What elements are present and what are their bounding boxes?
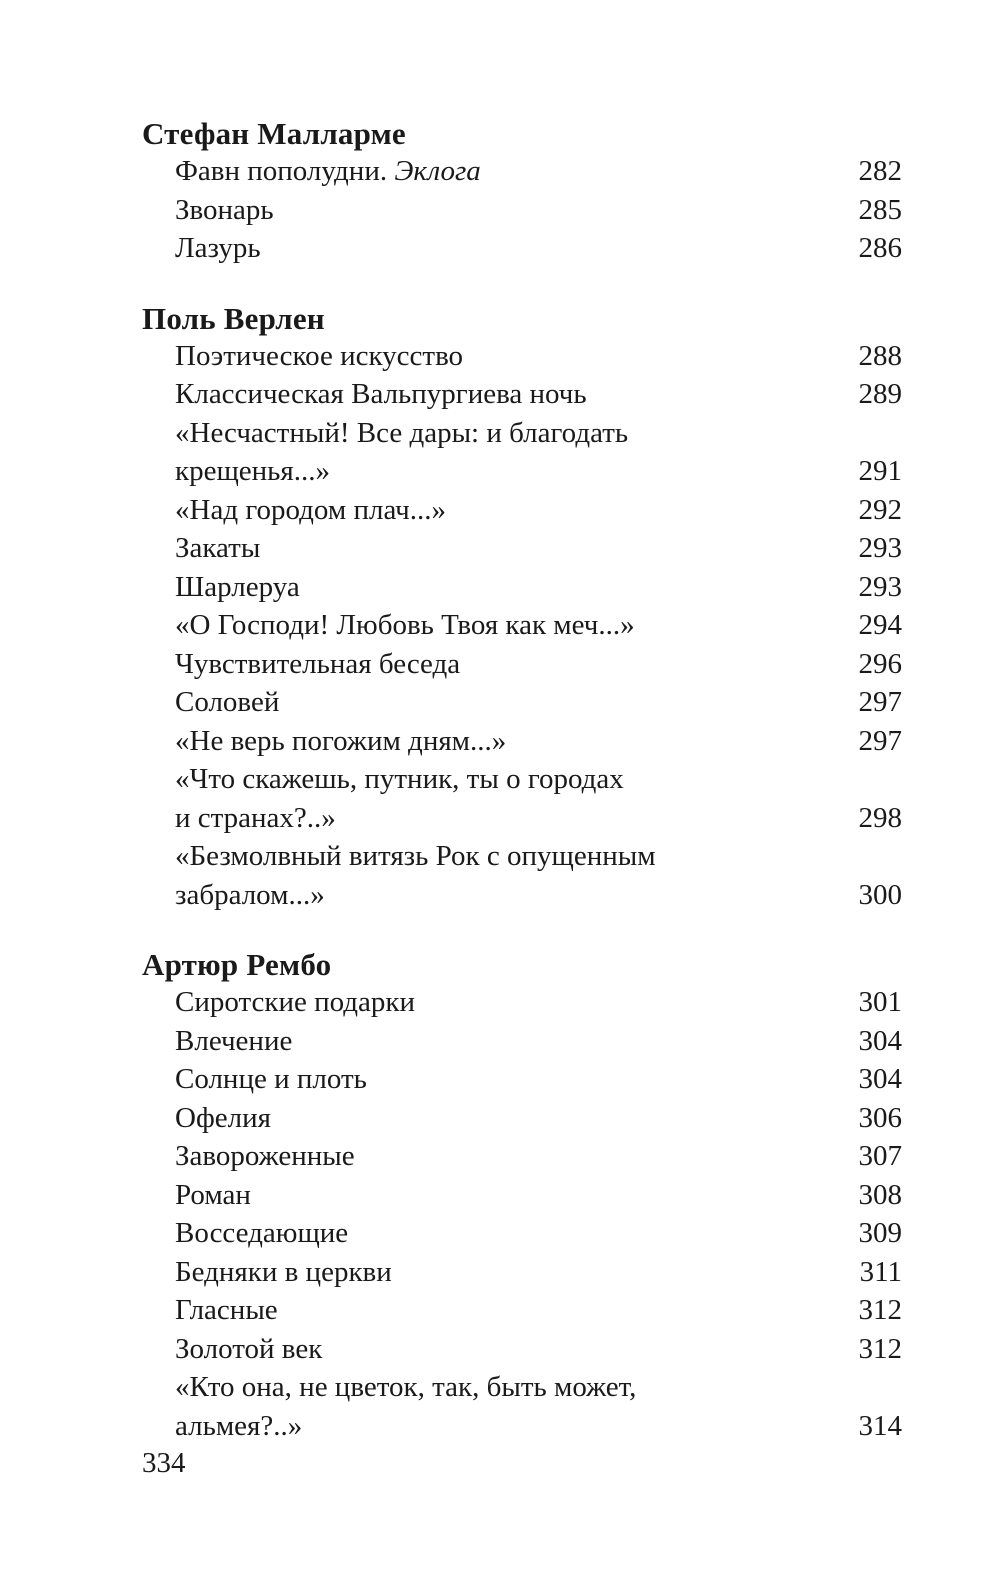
entry-page-number: 296 — [858, 647, 902, 680]
toc-entry — [142, 1099, 904, 1138]
entry-title — [175, 722, 824, 761]
entry-title-text: «Над городом плач...» — [175, 493, 446, 526]
entry-title-text: Бедняки в церкви — [175, 1255, 392, 1288]
author-heading: Артюр Рембо — [142, 947, 332, 982]
toc-entry — [142, 1368, 904, 1445]
entry-title — [175, 1060, 824, 1099]
entry-title — [175, 837, 824, 914]
entry-page-number: 292 — [858, 493, 902, 526]
entry-title-text: Шарлеруа — [175, 570, 300, 603]
toc-entry — [142, 683, 904, 722]
entry-page-number: 306 — [858, 1101, 902, 1134]
entry-title-text: Лазурь — [175, 232, 261, 264]
toc-entry — [142, 568, 904, 607]
entry-title — [175, 229, 824, 268]
entry-page-number: 294 — [858, 609, 902, 641]
entry-title — [175, 683, 824, 722]
toc-entry — [142, 1253, 904, 1292]
entry-title-text: «Не верь погожим дням...» — [175, 724, 507, 757]
entry-page-number: 309 — [858, 1217, 902, 1249]
entry-page-number: 301 — [858, 986, 902, 1018]
entry-page-number: 288 — [858, 339, 902, 372]
entry-title-text: Закаты — [175, 532, 261, 564]
entry-title — [175, 1368, 824, 1445]
entry-title-text: Золотой век — [175, 1332, 323, 1365]
entry-title-text: Роман — [175, 1178, 251, 1211]
entry-list — [142, 337, 904, 915]
entry-title — [175, 1253, 824, 1292]
entry-page-number: 297 — [858, 724, 902, 757]
entry-title-text: Солнце и плоть — [175, 1063, 367, 1095]
entry-title — [175, 414, 824, 491]
entry-title — [175, 1022, 824, 1061]
entry-list — [142, 152, 904, 268]
toc-entry — [142, 1060, 904, 1099]
entry-title — [175, 1176, 824, 1215]
entry-title — [175, 1214, 824, 1253]
table-of-contents — [142, 112, 904, 1445]
toc-section — [142, 943, 904, 1445]
entry-page-number: 297 — [858, 686, 902, 718]
entry-page-number: 311 — [859, 1255, 902, 1288]
entry-page-number: 286 — [858, 232, 902, 264]
entry-title — [175, 375, 824, 414]
toc-entry — [142, 606, 904, 645]
entry-title-text: Чувствительная беседа — [175, 647, 461, 680]
toc-entry — [142, 722, 904, 761]
entry-page-number: 298 — [858, 801, 902, 834]
toc-section — [142, 297, 904, 915]
author-heading: Стефан Малларме — [142, 116, 406, 151]
entry-title-text: Фавн пополудни. — [175, 155, 388, 187]
entry-title — [175, 337, 824, 376]
entry-page-number: 304 — [858, 1024, 902, 1057]
entry-title — [175, 606, 824, 645]
entry-page-number: 282 — [858, 155, 902, 187]
page-number: 334 — [142, 1447, 186, 1479]
entry-title — [175, 1137, 824, 1176]
entry-title-text: Поэтическое искусство — [175, 339, 464, 372]
entry-page-number: 289 — [858, 378, 902, 410]
entry-page-number: 312 — [858, 1332, 902, 1365]
entry-title — [175, 983, 824, 1022]
entry-page-number: 307 — [858, 1140, 902, 1172]
entry-title — [175, 491, 824, 530]
entry-title-text: Офелия — [175, 1101, 271, 1134]
entry-page-number: 314 — [858, 1409, 902, 1442]
entry-title-text: «Что скажешь, путник, ты о городах и странах?..» — [175, 763, 624, 834]
toc-entry — [142, 152, 904, 191]
entry-page-number: 312 — [858, 1294, 902, 1326]
entry-title — [175, 568, 824, 607]
entry-title-text: Гласные — [175, 1294, 278, 1326]
entry-title-text: Звонарь — [175, 193, 274, 226]
entry-page-number: 308 — [858, 1178, 902, 1211]
entry-title — [175, 1330, 824, 1369]
toc-entry — [142, 529, 904, 568]
entry-title — [175, 760, 824, 837]
entry-title-text: Соловей — [175, 686, 280, 718]
entry-list — [142, 983, 904, 1445]
toc-entry — [142, 1214, 904, 1253]
entry-title-text: Классическая Вальпургиева ночь — [175, 378, 587, 410]
toc-entry — [142, 375, 904, 414]
author-heading: Поль Верлен — [142, 300, 325, 336]
entry-title — [175, 152, 824, 191]
toc-entry — [142, 1330, 904, 1369]
toc-entry — [142, 645, 904, 684]
toc-entry — [142, 414, 904, 491]
entry-page-number: 291 — [858, 455, 902, 487]
entry-page-number: 304 — [858, 1063, 902, 1095]
entry-page-number: 300 — [858, 878, 902, 911]
toc-entry — [142, 837, 904, 914]
toc-entry — [142, 191, 904, 230]
toc-entry — [142, 1022, 904, 1061]
entry-title — [175, 1099, 824, 1138]
entry-page-number: 285 — [858, 193, 902, 226]
entry-title — [175, 1291, 824, 1330]
entry-title-text: «Безмолвный витязь Рок с опущенным забралом...» — [175, 840, 656, 911]
toc-entry — [142, 1176, 904, 1215]
entry-title-text: «Несчастный! Все дары: и благодать крещенья...» — [175, 416, 629, 487]
entry-title-text: «О Господи! Любовь Твоя как меч...» — [175, 609, 635, 641]
toc-section — [142, 112, 904, 268]
entry-page-number: 293 — [858, 570, 902, 603]
entry-title-text: Сиротские подарки — [175, 986, 416, 1018]
entry-title — [175, 645, 824, 684]
entry-title-text: Влечение — [175, 1024, 293, 1057]
entry-page-number: 293 — [858, 532, 902, 564]
entry-title — [175, 529, 824, 568]
toc-entry — [142, 491, 904, 530]
toc-entry — [142, 337, 904, 376]
toc-entry — [142, 1137, 904, 1176]
toc-entry — [142, 229, 904, 268]
entry-title — [175, 191, 824, 230]
toc-entry — [142, 760, 904, 837]
entry-title-text: «Кто она, не цветок, так, быть может, альмея?..» — [175, 1371, 637, 1442]
entry-title-text: Восседающие — [175, 1217, 349, 1249]
entry-subtitle: Эклога — [394, 155, 481, 187]
toc-entry — [142, 1291, 904, 1330]
entry-title-text: Завороженные — [175, 1140, 355, 1172]
toc-entry — [142, 983, 904, 1022]
